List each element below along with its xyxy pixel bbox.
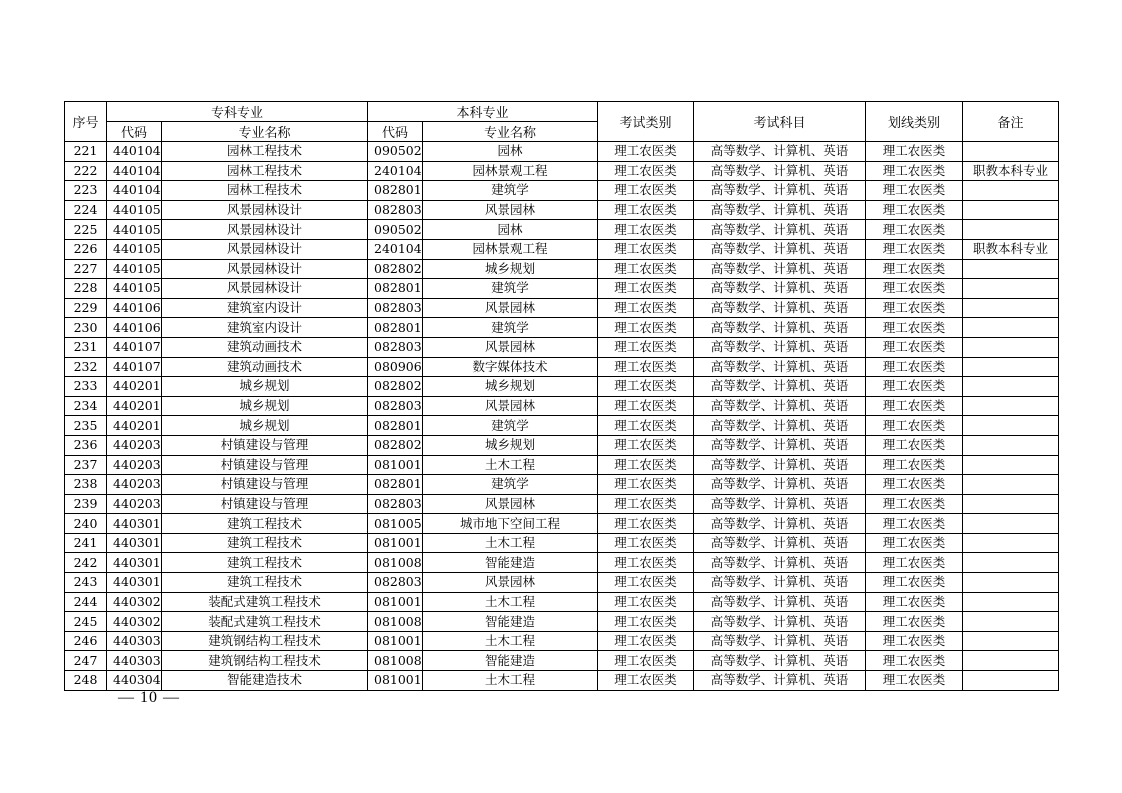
cell-line-category: 理工农医类 [866,220,963,240]
cell-line-category: 理工农医类 [866,377,963,397]
header-exam-category: 考试类别 [598,102,694,142]
cell-exam-category: 理工农医类 [598,651,694,671]
cell-remarks [963,455,1059,475]
cell-vocational-code: 440303 [107,631,162,651]
cell-vocational-name: 园林工程技术 [162,161,368,181]
cell-undergrad-code: 081008 [368,651,423,671]
cell-undergrad-code: 082801 [368,475,423,495]
cell-undergrad-code: 240104 [368,161,423,181]
cell-vocational-name: 建筑工程技术 [162,514,368,534]
cell-remarks [963,514,1059,534]
cell-undergrad-code: 082801 [368,416,423,436]
cell-undergrad-name: 土木工程 [423,455,598,475]
cell-remarks [963,396,1059,416]
cell-undergrad-code: 081001 [368,631,423,651]
cell-undergrad-name: 土木工程 [423,671,598,691]
cell-seq: 236 [65,435,107,455]
cell-exam-category: 理工农医类 [598,318,694,338]
cell-line-category: 理工农医类 [866,259,963,279]
cell-undergrad-name: 数字媒体技术 [423,357,598,377]
table-row [65,357,1059,377]
cell-undergrad-code: 082803 [368,337,423,357]
cell-undergrad-code: 081005 [368,514,423,534]
cell-remarks [963,220,1059,240]
cell-seq: 221 [65,142,107,162]
cell-undergrad-name: 城乡规划 [423,435,598,455]
cell-vocational-code: 440201 [107,396,162,416]
majors-table [64,101,1059,691]
cell-exam-subjects: 高等数学、计算机、英语 [694,514,866,534]
cell-undergrad-name: 建筑学 [423,475,598,495]
cell-seq: 228 [65,279,107,299]
header-undergrad-name: 专业名称 [423,122,598,142]
cell-line-category: 理工农医类 [866,671,963,691]
cell-vocational-code: 440105 [107,220,162,240]
header-undergrad-code: 代码 [368,122,423,142]
cell-vocational-code: 440203 [107,435,162,455]
cell-undergrad-code: 082803 [368,200,423,220]
cell-undergrad-name: 土木工程 [423,533,598,553]
cell-vocational-name: 风景园林设计 [162,239,368,259]
cell-vocational-name: 建筑工程技术 [162,573,368,593]
cell-remarks [963,377,1059,397]
cell-remarks [963,279,1059,299]
cell-remarks [963,337,1059,357]
cell-undergrad-name: 城市地下空间工程 [423,514,598,534]
cell-seq: 230 [65,318,107,338]
cell-undergrad-name: 城乡规划 [423,377,598,397]
cell-vocational-name: 园林工程技术 [162,142,368,162]
cell-exam-subjects: 高等数学、计算机、英语 [694,357,866,377]
cell-vocational-name: 建筑工程技术 [162,533,368,553]
cell-exam-category: 理工农医类 [598,337,694,357]
cell-exam-category: 理工农医类 [598,279,694,299]
cell-seq: 237 [65,455,107,475]
cell-vocational-name: 村镇建设与管理 [162,455,368,475]
cell-exam-subjects: 高等数学、计算机、英语 [694,416,866,436]
table-row [65,592,1059,612]
cell-undergrad-name: 园林 [423,220,598,240]
cell-exam-subjects: 高等数学、计算机、英语 [694,435,866,455]
cell-remarks [963,533,1059,553]
cell-vocational-name: 村镇建设与管理 [162,475,368,495]
header-remarks: 备注 [963,102,1059,142]
table-row [65,200,1059,220]
table-row [65,377,1059,397]
cell-exam-subjects: 高等数学、计算机、英语 [694,259,866,279]
cell-vocational-name: 城乡规划 [162,377,368,397]
cell-vocational-name: 建筑动画技术 [162,337,368,357]
cell-line-category: 理工农医类 [866,298,963,318]
cell-seq: 247 [65,651,107,671]
cell-remarks [963,671,1059,691]
cell-line-category: 理工农医类 [866,142,963,162]
cell-exam-category: 理工农医类 [598,142,694,162]
cell-seq: 226 [65,239,107,259]
cell-undergrad-name: 土木工程 [423,592,598,612]
cell-vocational-code: 440105 [107,239,162,259]
cell-vocational-name: 建筑钢结构工程技术 [162,631,368,651]
cell-line-category: 理工农医类 [866,279,963,299]
cell-undergrad-name: 风景园林 [423,573,598,593]
cell-exam-subjects: 高等数学、计算机、英语 [694,671,866,691]
cell-seq: 248 [65,671,107,691]
table-row [65,337,1059,357]
cell-seq: 223 [65,181,107,201]
cell-exam-subjects: 高等数学、计算机、英语 [694,631,866,651]
cell-undergrad-name: 城乡规划 [423,259,598,279]
cell-vocational-code: 440201 [107,377,162,397]
cell-vocational-code: 440105 [107,200,162,220]
table-row [65,181,1059,201]
cell-exam-category: 理工农医类 [598,239,694,259]
cell-undergrad-code: 082801 [368,279,423,299]
cell-vocational-code: 440105 [107,279,162,299]
cell-remarks [963,357,1059,377]
cell-vocational-name: 建筑钢结构工程技术 [162,651,368,671]
cell-undergrad-code: 081001 [368,455,423,475]
cell-undergrad-name: 智能建造 [423,612,598,632]
cell-seq: 240 [65,514,107,534]
header-exam-subjects: 考试科目 [694,102,866,142]
cell-line-category: 理工农医类 [866,396,963,416]
cell-undergrad-code: 081001 [368,671,423,691]
table-row [65,396,1059,416]
cell-exam-category: 理工农医类 [598,494,694,514]
cell-exam-category: 理工农医类 [598,377,694,397]
header-seq: 序号 [65,102,107,142]
cell-line-category: 理工农医类 [866,181,963,201]
cell-vocational-code: 440105 [107,259,162,279]
cell-exam-subjects: 高等数学、计算机、英语 [694,298,866,318]
table-row [65,318,1059,338]
cell-vocational-name: 建筑室内设计 [162,298,368,318]
cell-undergrad-code: 082803 [368,494,423,514]
cell-vocational-name: 城乡规划 [162,396,368,416]
cell-exam-subjects: 高等数学、计算机、英语 [694,161,866,181]
cell-exam-category: 理工农医类 [598,573,694,593]
cell-vocational-name: 建筑动画技术 [162,357,368,377]
cell-line-category: 理工农医类 [866,337,963,357]
cell-seq: 233 [65,377,107,397]
cell-undergrad-code: 082803 [368,573,423,593]
cell-remarks [963,631,1059,651]
page-number: — 10 — [118,689,180,706]
cell-undergrad-code: 081008 [368,612,423,632]
cell-line-category: 理工农医类 [866,573,963,593]
table-body [65,142,1059,691]
table-row [65,455,1059,475]
cell-vocational-name: 风景园林设计 [162,259,368,279]
cell-exam-subjects: 高等数学、计算机、英语 [694,377,866,397]
cell-line-category: 理工农医类 [866,631,963,651]
cell-seq: 235 [65,416,107,436]
cell-exam-category: 理工农医类 [598,357,694,377]
cell-line-category: 理工农医类 [866,435,963,455]
cell-vocational-code: 440107 [107,357,162,377]
cell-vocational-code: 440203 [107,475,162,495]
cell-undergrad-code: 080906 [368,357,423,377]
cell-remarks [963,318,1059,338]
cell-line-category: 理工农医类 [866,494,963,514]
cell-exam-subjects: 高等数学、计算机、英语 [694,592,866,612]
cell-undergrad-name: 智能建造 [423,553,598,573]
cell-undergrad-code: 082802 [368,435,423,455]
cell-seq: 227 [65,259,107,279]
cell-remarks [963,553,1059,573]
cell-remarks: 职教本科专业 [963,161,1059,181]
cell-seq: 222 [65,161,107,181]
cell-exam-subjects: 高等数学、计算机、英语 [694,142,866,162]
cell-vocational-code: 440303 [107,651,162,671]
cell-undergrad-code: 082802 [368,259,423,279]
cell-vocational-code: 440104 [107,142,162,162]
cell-line-category: 理工农医类 [866,651,963,671]
cell-remarks [963,298,1059,318]
cell-undergrad-code: 081001 [368,533,423,553]
cell-seq: 234 [65,396,107,416]
table-row [65,298,1059,318]
cell-vocational-code: 440104 [107,161,162,181]
cell-exam-category: 理工农医类 [598,514,694,534]
cell-undergrad-name: 风景园林 [423,396,598,416]
table-row [65,259,1059,279]
header-line-category: 划线类别 [866,102,963,142]
cell-exam-subjects: 高等数学、计算机、英语 [694,239,866,259]
cell-vocational-code: 440106 [107,298,162,318]
cell-line-category: 理工农医类 [866,514,963,534]
cell-undergrad-name: 智能建造 [423,651,598,671]
cell-exam-category: 理工农医类 [598,161,694,181]
cell-remarks [963,435,1059,455]
cell-seq: 239 [65,494,107,514]
cell-undergrad-code: 090502 [368,142,423,162]
cell-line-category: 理工农医类 [866,239,963,259]
cell-undergrad-name: 风景园林 [423,337,598,357]
cell-exam-subjects: 高等数学、计算机、英语 [694,612,866,632]
cell-undergrad-code: 240104 [368,239,423,259]
header-vocational-name: 专业名称 [162,122,368,142]
cell-exam-category: 理工农医类 [598,671,694,691]
cell-exam-category: 理工农医类 [598,200,694,220]
table-row [65,631,1059,651]
table-header [65,102,1059,142]
cell-exam-subjects: 高等数学、计算机、英语 [694,533,866,553]
cell-exam-subjects: 高等数学、计算机、英语 [694,337,866,357]
cell-exam-category: 理工农医类 [598,298,694,318]
cell-undergrad-code: 082801 [368,181,423,201]
cell-seq: 243 [65,573,107,593]
cell-exam-category: 理工农医类 [598,631,694,651]
cell-undergrad-name: 建筑学 [423,279,598,299]
cell-undergrad-name: 园林 [423,142,598,162]
cell-vocational-code: 440302 [107,592,162,612]
table-row [65,279,1059,299]
cell-vocational-name: 风景园林设计 [162,220,368,240]
cell-undergrad-code: 081008 [368,553,423,573]
table-row [65,671,1059,691]
table-row [65,475,1059,495]
cell-remarks [963,651,1059,671]
cell-remarks [963,181,1059,201]
cell-vocational-code: 440203 [107,455,162,475]
cell-undergrad-code: 081001 [368,592,423,612]
cell-undergrad-code: 090502 [368,220,423,240]
cell-vocational-name: 风景园林设计 [162,279,368,299]
cell-seq: 224 [65,200,107,220]
cell-undergrad-name: 风景园林 [423,200,598,220]
cell-exam-category: 理工农医类 [598,455,694,475]
cell-seq: 246 [65,631,107,651]
cell-vocational-code: 440302 [107,612,162,632]
cell-undergrad-code: 082803 [368,298,423,318]
cell-seq: 244 [65,592,107,612]
cell-line-category: 理工农医类 [866,416,963,436]
cell-undergrad-name: 建筑学 [423,318,598,338]
cell-undergrad-code: 082802 [368,377,423,397]
cell-undergrad-name: 建筑学 [423,416,598,436]
cell-exam-category: 理工农医类 [598,396,694,416]
cell-undergrad-name: 风景园林 [423,298,598,318]
cell-remarks [963,494,1059,514]
cell-exam-subjects: 高等数学、计算机、英语 [694,494,866,514]
cell-vocational-code: 440106 [107,318,162,338]
cell-remarks [963,200,1059,220]
cell-vocational-name: 村镇建设与管理 [162,494,368,514]
cell-seq: 231 [65,337,107,357]
cell-seq: 245 [65,612,107,632]
cell-exam-category: 理工农医类 [598,435,694,455]
cell-exam-category: 理工农医类 [598,259,694,279]
cell-exam-subjects: 高等数学、计算机、英语 [694,475,866,495]
cell-remarks [963,416,1059,436]
cell-exam-subjects: 高等数学、计算机、英语 [694,651,866,671]
cell-undergrad-code: 082803 [368,396,423,416]
table-row [65,416,1059,436]
cell-vocational-code: 440107 [107,337,162,357]
cell-vocational-name: 装配式建筑工程技术 [162,592,368,612]
cell-vocational-name: 风景园林设计 [162,200,368,220]
cell-vocational-code: 440301 [107,573,162,593]
table-row [65,142,1059,162]
cell-exam-category: 理工农医类 [598,533,694,553]
cell-line-category: 理工农医类 [866,612,963,632]
cell-vocational-code: 440301 [107,533,162,553]
cell-vocational-code: 440201 [107,416,162,436]
table-row [65,494,1059,514]
cell-exam-subjects: 高等数学、计算机、英语 [694,279,866,299]
cell-undergrad-name: 建筑学 [423,181,598,201]
cell-vocational-name: 智能建造技术 [162,671,368,691]
cell-vocational-code: 440301 [107,514,162,534]
cell-exam-subjects: 高等数学、计算机、英语 [694,200,866,220]
cell-line-category: 理工农医类 [866,161,963,181]
cell-vocational-code: 440104 [107,181,162,201]
table-row [65,220,1059,240]
cell-vocational-name: 村镇建设与管理 [162,435,368,455]
cell-line-category: 理工农医类 [866,455,963,475]
cell-line-category: 理工农医类 [866,475,963,495]
cell-vocational-name: 装配式建筑工程技术 [162,612,368,632]
cell-vocational-code: 440203 [107,494,162,514]
cell-remarks [963,259,1059,279]
cell-seq: 238 [65,475,107,495]
cell-seq: 232 [65,357,107,377]
table-row [65,651,1059,671]
cell-vocational-name: 建筑室内设计 [162,318,368,338]
cell-exam-category: 理工农医类 [598,592,694,612]
cell-line-category: 理工农医类 [866,318,963,338]
cell-remarks [963,573,1059,593]
cell-exam-category: 理工农医类 [598,416,694,436]
cell-vocational-name: 城乡规划 [162,416,368,436]
cell-exam-subjects: 高等数学、计算机、英语 [694,181,866,201]
cell-line-category: 理工农医类 [866,200,963,220]
cell-exam-category: 理工农医类 [598,612,694,632]
cell-undergrad-name: 土木工程 [423,631,598,651]
cell-vocational-name: 园林工程技术 [162,181,368,201]
cell-undergrad-name: 园林景观工程 [423,239,598,259]
table-row [65,514,1059,534]
cell-remarks [963,612,1059,632]
cell-seq: 229 [65,298,107,318]
table-row [65,612,1059,632]
cell-exam-subjects: 高等数学、计算机、英语 [694,455,866,475]
cell-exam-category: 理工农医类 [598,553,694,573]
cell-remarks [963,142,1059,162]
cell-exam-subjects: 高等数学、计算机、英语 [694,553,866,573]
cell-seq: 241 [65,533,107,553]
cell-exam-subjects: 高等数学、计算机、英语 [694,573,866,593]
cell-exam-subjects: 高等数学、计算机、英语 [694,396,866,416]
table-row [65,573,1059,593]
header-vocational-major: 专科专业 [107,102,368,122]
table-row [65,533,1059,553]
cell-undergrad-name: 风景园林 [423,494,598,514]
table-row [65,239,1059,259]
cell-exam-category: 理工农医类 [598,181,694,201]
cell-remarks: 职教本科专业 [963,239,1059,259]
cell-remarks [963,475,1059,495]
cell-vocational-name: 建筑工程技术 [162,553,368,573]
cell-line-category: 理工农医类 [866,592,963,612]
cell-seq: 242 [65,553,107,573]
cell-line-category: 理工农医类 [866,533,963,553]
header-vocational-code: 代码 [107,122,162,142]
cell-vocational-code: 440304 [107,671,162,691]
header-undergrad-major: 本科专业 [368,102,598,122]
table-row [65,435,1059,455]
cell-line-category: 理工农医类 [866,553,963,573]
cell-seq: 225 [65,220,107,240]
cell-remarks [963,592,1059,612]
cell-undergrad-name: 园林景观工程 [423,161,598,181]
cell-vocational-code: 440301 [107,553,162,573]
cell-exam-category: 理工农医类 [598,475,694,495]
cell-exam-category: 理工农医类 [598,220,694,240]
cell-exam-subjects: 高等数学、计算机、英语 [694,318,866,338]
cell-line-category: 理工农医类 [866,357,963,377]
table-row [65,161,1059,181]
cell-undergrad-code: 082801 [368,318,423,338]
cell-exam-subjects: 高等数学、计算机、英语 [694,220,866,240]
table-row [65,553,1059,573]
